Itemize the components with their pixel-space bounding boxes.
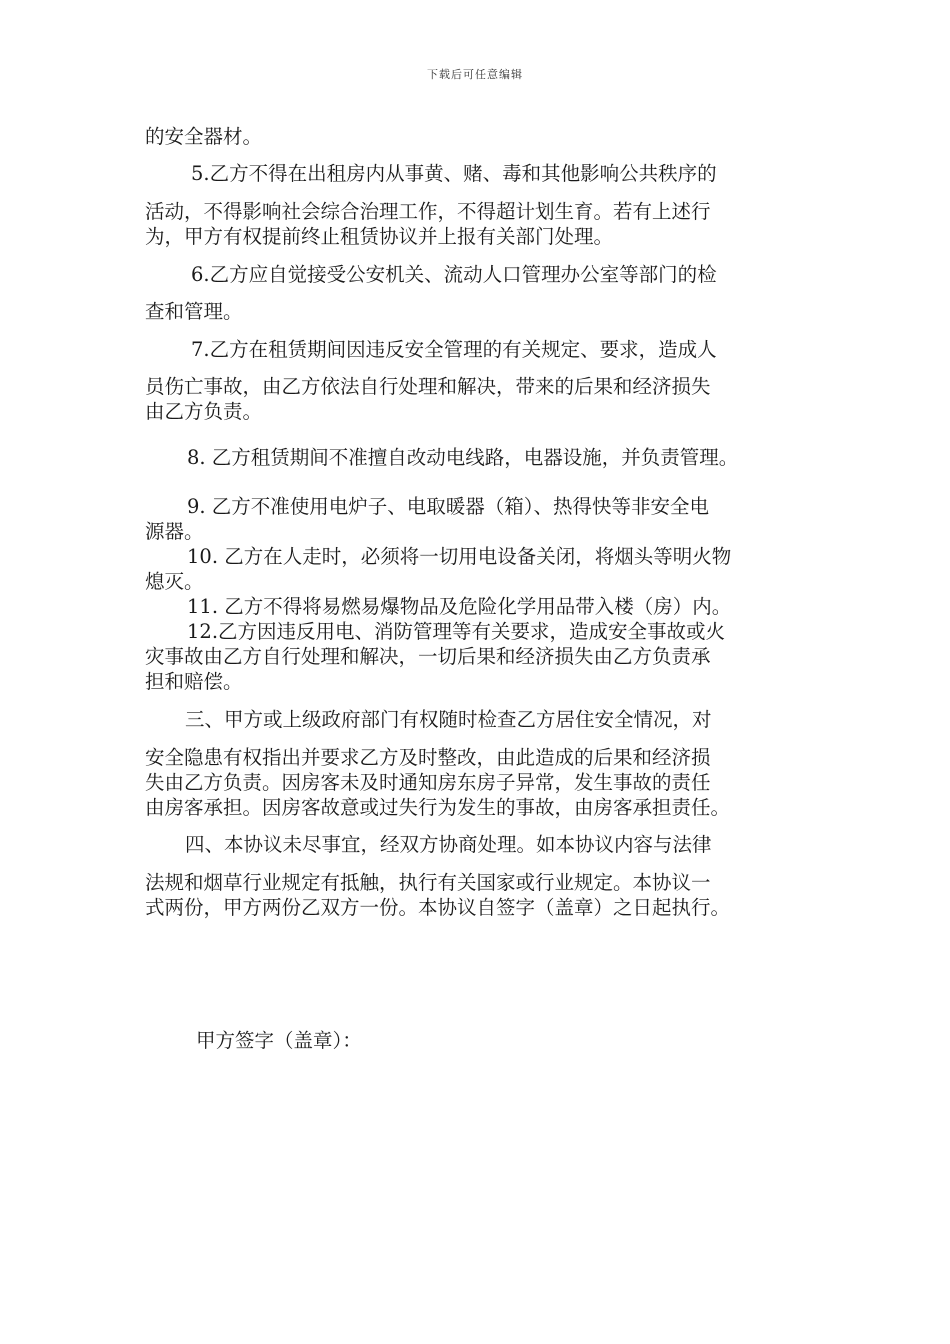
text-line: 活动，不得影响社会综合治理工作，不得超计划生育。若有上述行	[145, 200, 711, 223]
text-line: 法规和烟草行业规定有抵触，执行有关国家或行业规定。本协议一	[145, 871, 711, 894]
text-line: 9. 乙方不准使用电炉子、电取暖器（箱）、热得快等非安全电	[187, 495, 710, 518]
text-line: 为，甲方有权提前终止租赁协议并上报有关部门处理。	[145, 225, 614, 248]
paragraph-section-3	[145, 707, 810, 732]
text-line: 12.乙方因违反用电、消防管理等有关要求，造成安全事故或火	[187, 620, 726, 643]
text-line: 由房客承担。因房客故意或过失行为发生的事故，由房客承担责任。	[145, 796, 731, 819]
text-line: 由乙方负责。	[145, 400, 263, 423]
text-line: 查和管理。	[145, 300, 243, 323]
text-line: 5.乙方不得在出租房内从事黄、赌、毒和其他影响公共秩序的	[191, 162, 717, 185]
text-line: 失由乙方负责。因房客未及时通知房东房子异常，发生事故的责任	[145, 771, 711, 794]
text-line: 灾事故由乙方自行处理和解决，一切后果和经济损失由乙方负责承	[145, 645, 711, 668]
party-a-signature-label: 甲方签字（盖章）：	[196, 1029, 362, 1052]
text-line: 6.乙方应自觉接受公安机关、流动人口管理办公室等部门的检	[191, 263, 717, 286]
text-line: 11. 乙方不得将易燃易爆物品及危险化学用品带入楼（房）内。	[187, 595, 732, 618]
paragraph-item-6	[145, 262, 810, 287]
text-line: 安全隐患有权指出并要求乙方及时整改，由此造成的后果和经济损	[145, 746, 711, 769]
paragraph-section-4-cont	[145, 870, 810, 920]
paragraph-items-9-12	[145, 494, 810, 694]
page-header: 下载后可任意编辑	[427, 68, 523, 81]
paragraph-item-5	[145, 161, 810, 186]
text-line: 源器。	[145, 520, 204, 543]
paragraph-item-7-cont	[145, 374, 810, 424]
paragraph-section-3-cont	[145, 745, 810, 820]
text-line: 四、本协议未尽事宜，经双方协商处理。如本协议内容与法律	[185, 833, 712, 856]
text-line: 10. 乙方在人走时，必须将一切用电设备关闭，将烟头等明火物	[187, 545, 732, 568]
text-line: 8. 乙方租赁期间不准擅自改动电线路，电器设施，并负责管理。	[187, 446, 739, 469]
text-line: 担和赔偿。	[145, 670, 243, 693]
text-line: 式两份，甲方两份乙双方一份。本协议自签字（盖章）之日起执行。	[145, 896, 731, 919]
text-line: 7.乙方在租赁期间因违反安全管理的有关规定、要求，造成人	[191, 338, 717, 361]
text-line: 员伤亡事故，由乙方依法自行处理和解决，带来的后果和经济损失	[145, 375, 711, 398]
text-line: 熄灭。	[145, 570, 204, 593]
paragraph-item-8	[145, 445, 810, 470]
paragraph-continuation	[145, 124, 810, 149]
paragraph-item-7	[145, 337, 810, 362]
paragraph-item-6-cont	[145, 299, 810, 324]
text-line: 的安全器材。	[145, 125, 263, 148]
paragraph-item-5-cont	[145, 199, 810, 249]
text-line: 三、甲方或上级政府部门有权随时检查乙方居住安全情况，对	[185, 708, 712, 731]
paragraph-section-4	[145, 832, 810, 857]
